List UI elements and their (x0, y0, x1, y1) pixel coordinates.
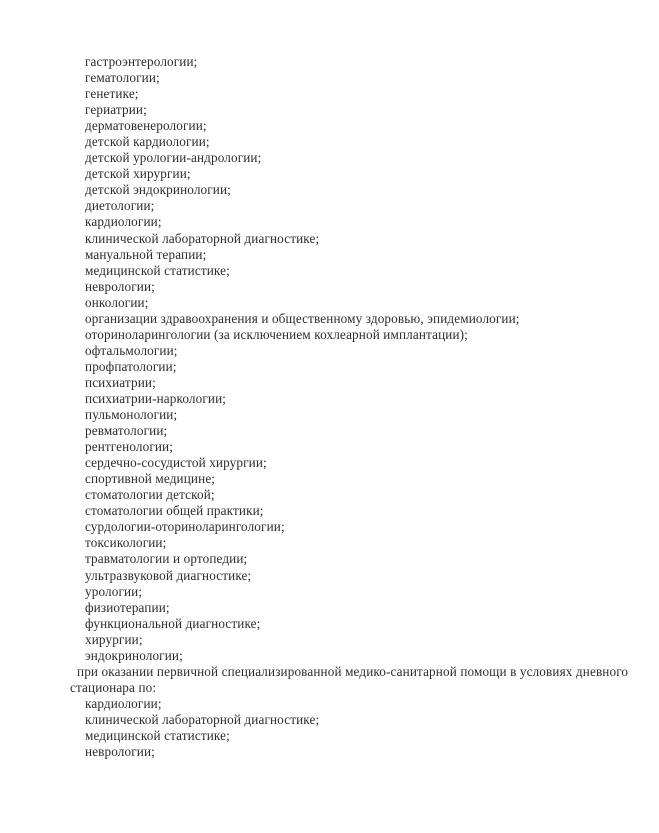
document-body (70, 54, 640, 760)
list-item: кардиологии; (85, 214, 162, 230)
specialties-list-primary (70, 54, 640, 664)
list-item: гериатрии; (85, 102, 147, 118)
list-item: клинической лабораторной диагностике; (85, 711, 320, 727)
list-item: гастроэнтерологии; (85, 54, 198, 69)
list-item: хирургии; (85, 631, 143, 647)
list-item: неврологии; (85, 744, 155, 760)
list-item: дерматовенерологии; (85, 118, 207, 134)
list-item: медицинской статистике; (85, 727, 230, 743)
list-item: детской урологии-андрологии; (85, 150, 262, 166)
list-item: кардиологии; (85, 695, 162, 711)
list-item: детской кардиологии; (85, 134, 210, 150)
list-item: спортивной медицине; (85, 471, 216, 487)
list-item: организации здравоохранения и общественному здоровью, эпидемиологии; (85, 310, 520, 326)
list-item: медицинской статистике; (85, 262, 230, 278)
list-item: сурдологии-оториноларингологии; (85, 519, 285, 535)
list-item: ревматологии; (85, 423, 168, 439)
list-item: токсикологии; (85, 535, 167, 551)
list-item: стоматологии общей практики; (85, 503, 264, 519)
specialties-list-day-hospital (70, 696, 640, 760)
list-item: гематологии; (85, 70, 160, 86)
list-item: диетологии; (85, 198, 155, 214)
list-item: эндокринологии; (85, 647, 183, 663)
list-item: психиатрии-наркологии; (85, 390, 227, 406)
list-item: ультразвуковой диагностике; (85, 567, 252, 583)
list-item: неврологии; (85, 278, 155, 294)
list-item: клинической лабораторной диагностике; (85, 230, 320, 246)
list-item: детской хирургии; (85, 166, 191, 182)
list-item: офтальмологии; (85, 342, 178, 358)
list-item: генетике; (85, 86, 139, 102)
list-item: травматологии и ортопедии; (85, 551, 248, 567)
list-item: онкологии; (85, 294, 149, 310)
list-item: профпатологии; (85, 358, 177, 374)
list-item: рентгенологии; (85, 439, 174, 455)
list-item: пульмонологии; (85, 407, 178, 423)
list-item: мануальной терапии; (85, 246, 207, 262)
day-hospital-paragraph: при оказании первичной специализированной медико-санитарной помощи в условиях дневного стационара по: (70, 663, 629, 695)
list-item: сердечно-сосудистой хирургии; (85, 455, 267, 471)
list-item: психиатрии; (85, 374, 156, 390)
list-item: детской эндокринологии; (85, 182, 231, 198)
list-item: функциональной диагностике; (85, 615, 261, 631)
list-item: физиотерапии; (85, 599, 170, 615)
list-item: стоматологии детской; (85, 487, 215, 503)
list-item: урологии; (85, 583, 143, 599)
list-item: оториноларингологии (за исключением кохлеарной имплантации); (85, 326, 468, 342)
